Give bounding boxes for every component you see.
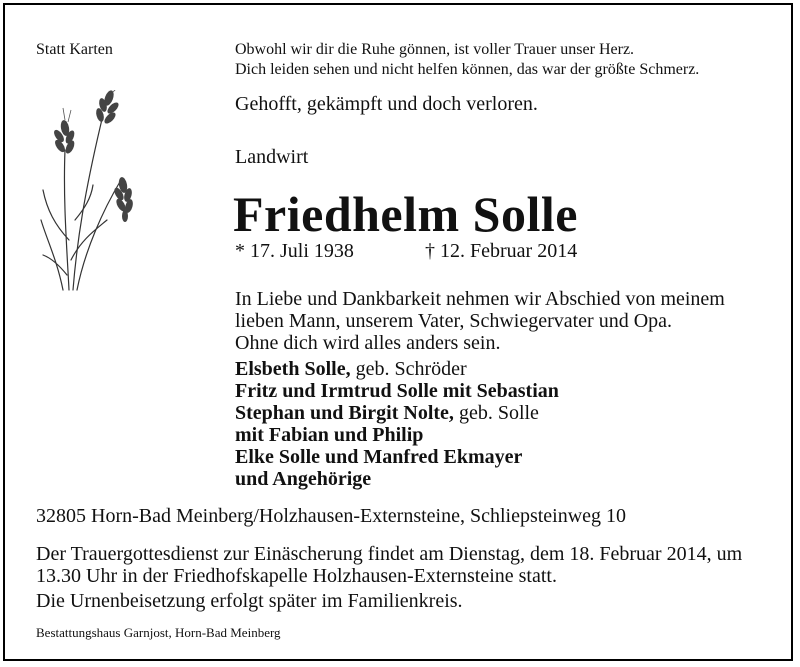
statt-karten-label: Statt Karten	[36, 41, 113, 58]
service-line-1: Der Trauergottesdienst zur Einäscherung findet am Dienstag, dem 18. Februar 2014, um	[36, 543, 743, 565]
mourner-note: geb. Solle	[453, 402, 539, 424]
death-date: † 12. Februar 2014	[425, 240, 578, 262]
farewell-line-2: lieben Mann, unserem Vater, Schwiegervater und Opa.	[235, 310, 673, 332]
mourner-line-3	[235, 402, 559, 424]
farewell-line-3: Ohne dich wird alles anders sein.	[235, 332, 501, 354]
mourners-list	[235, 358, 559, 490]
poem-line-1: Obwohl wir dir die Ruhe gönnen, ist voller Trauer unser Herz.	[235, 41, 635, 58]
mourner-line-5: Elke Solle und Manfred Ekmayer	[235, 446, 523, 468]
birth-date: * 17. Juli 1938	[235, 240, 354, 262]
motto: Gehofft, gekämpft und doch verloren.	[235, 93, 538, 115]
service-line-3: Die Urnenbeisetzung erfolgt später im Familienkreis.	[36, 590, 463, 612]
mourner-line-4: mit Fabian und Philip	[235, 424, 424, 446]
service-line-2: 13.30 Uhr in der Friedhofskapelle Holzhausen-Externsteine statt.	[36, 565, 557, 587]
wheat-ears-icon	[33, 90, 143, 300]
farewell-line-1: In Liebe und Dankbarkeit nehmen wir Abschied von meinem	[235, 288, 725, 310]
obituary-notice	[3, 3, 793, 661]
mourner-name: Elsbeth Solle,	[235, 358, 351, 380]
profession: Landwirt	[235, 146, 309, 168]
service-info	[36, 543, 742, 612]
mourner-line-6: und Angehörige	[235, 468, 372, 490]
deceased-name: Friedhelm Solle	[233, 186, 578, 242]
farewell-text	[235, 288, 725, 354]
poem	[235, 40, 699, 80]
mourner-name: Stephan und Birgit Nolte,	[235, 402, 454, 424]
poem-line-2: Dich leiden sehen und nicht helfen können, das war der größte Schmerz.	[235, 61, 700, 78]
funeral-home: Bestattungshaus Garnjost, Horn-Bad Meinberg	[36, 625, 281, 640]
mourner-note: geb. Schröder	[350, 358, 467, 380]
mourner-line-1	[235, 358, 559, 380]
mourner-line-2: Fritz und Irmtrud Solle mit Sebastian	[235, 380, 559, 402]
address: 32805 Horn-Bad Meinberg/Holzhausen-Externsteine, Schliepsteinweg 10	[36, 505, 627, 527]
